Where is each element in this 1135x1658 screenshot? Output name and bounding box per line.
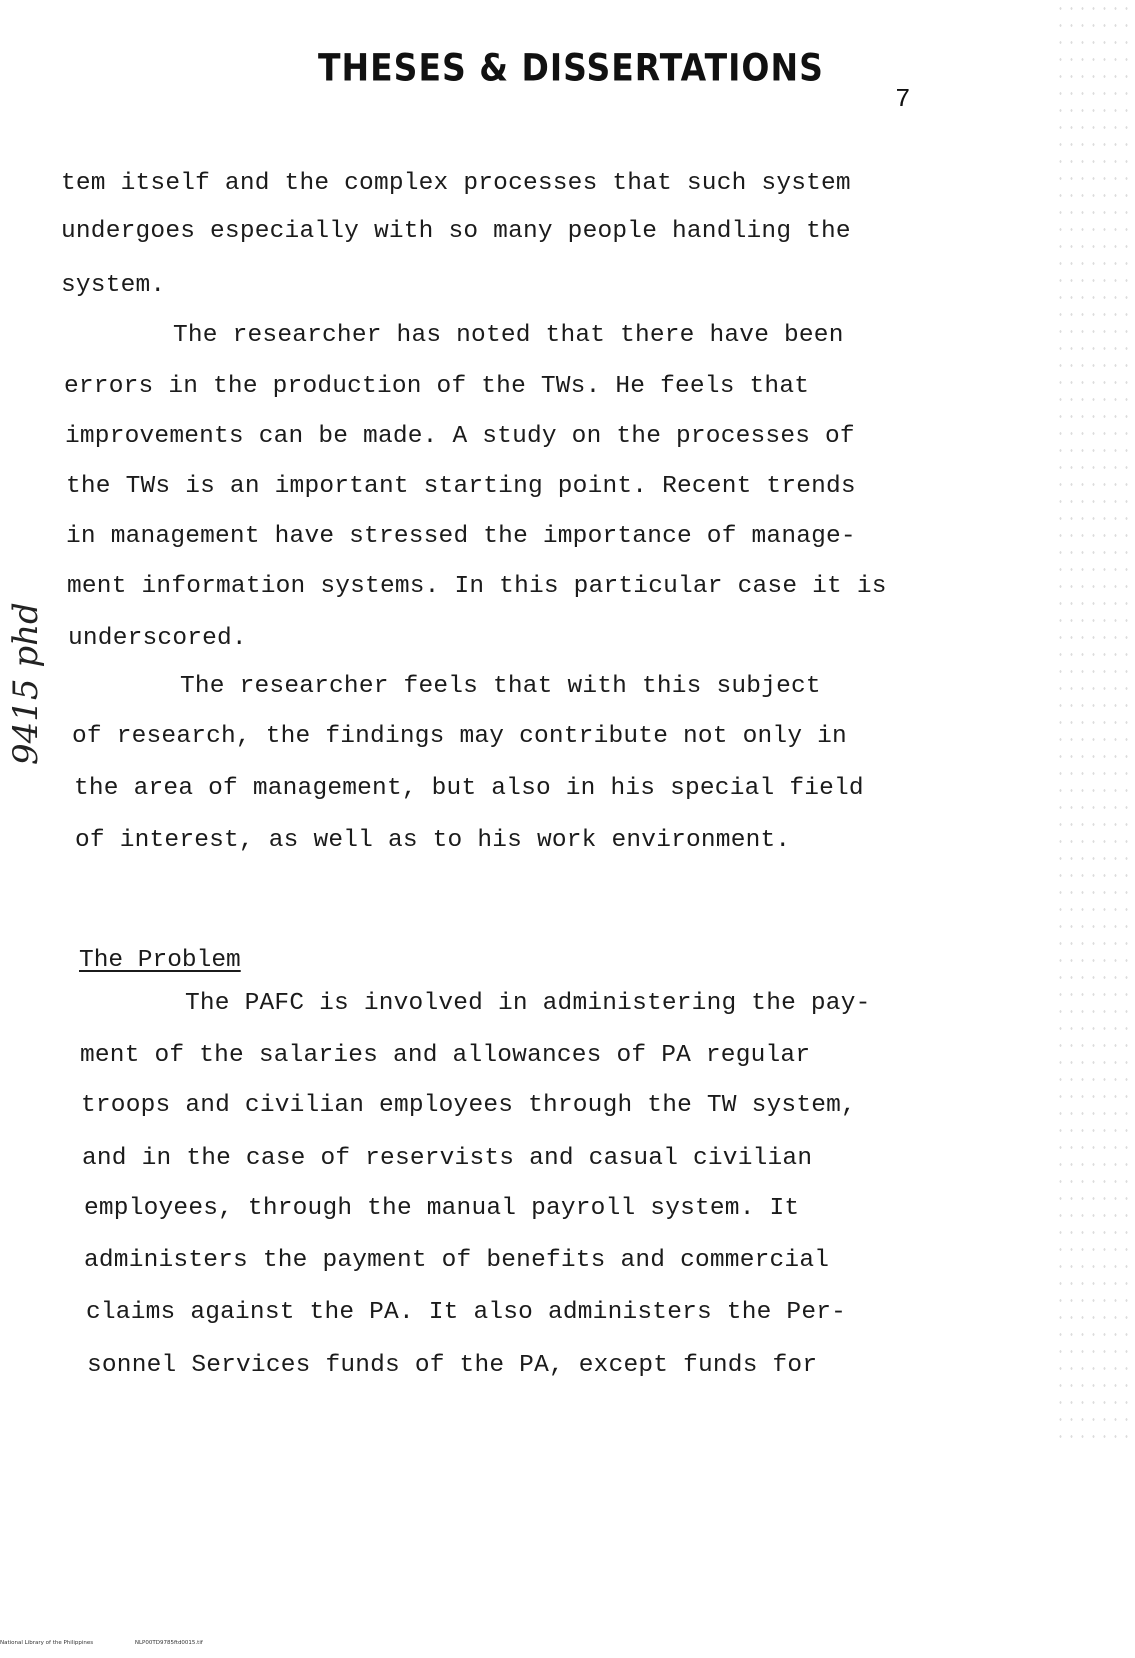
text-line: The researcher feels that with this subject — [180, 673, 821, 700]
theses-dissertations-stamp: THESES & DISSERTATIONS — [318, 45, 824, 90]
text-line: underscored. — [68, 625, 247, 652]
text-line: sonnel Services funds of the PA, except funds for — [87, 1352, 818, 1379]
text-line: ment information systems. In this particular case it is — [67, 573, 887, 600]
text-line: administers the payment of benefits and commercial — [84, 1247, 830, 1274]
section-heading: The Problem — [79, 947, 241, 974]
page-number: 7 — [895, 84, 911, 114]
text-line: employees, through the manual payroll system. It — [84, 1195, 800, 1222]
handwritten-margin-note: 9415 phd — [6, 602, 46, 765]
scan-footer — [0, 1640, 243, 1646]
text-line: ment of the salaries and allowances of PA regular — [80, 1042, 811, 1069]
scan-noise — [1055, 0, 1135, 1450]
text-line: The PAFC is involved in administering the pay- — [185, 990, 871, 1017]
text-line: tem itself and the complex processes that such system — [61, 170, 851, 197]
footer-file: NLP00TD9785ftd0015.tif — [134, 1640, 203, 1646]
footer-library: National Library of the Philippines — [0, 1640, 94, 1646]
text-line: errors in the production of the TWs. He feels that — [64, 373, 810, 400]
text-line: of research, the findings may contribute not only in — [72, 723, 847, 750]
text-line: the area of management, but also in his special field — [74, 775, 864, 802]
text-line: the TWs is an important starting point. Recent trends — [66, 473, 856, 500]
text-line: of interest, as well as to his work environment. — [75, 827, 791, 854]
text-line: and in the case of reservists and casual civilian — [82, 1145, 813, 1172]
text-line: The researcher has noted that there have been — [173, 322, 844, 349]
text-line: improvements can be made. A study on the processes of — [65, 423, 855, 450]
text-line: troops and civilian employees through the TW system, — [81, 1092, 856, 1119]
text-line: in management have stressed the importance of manage- — [66, 523, 856, 550]
text-line: system. — [61, 272, 166, 299]
text-line: claims against the PA. It also administers the Per- — [86, 1299, 847, 1326]
text-line: undergoes especially with so many people handling the — [61, 218, 851, 245]
